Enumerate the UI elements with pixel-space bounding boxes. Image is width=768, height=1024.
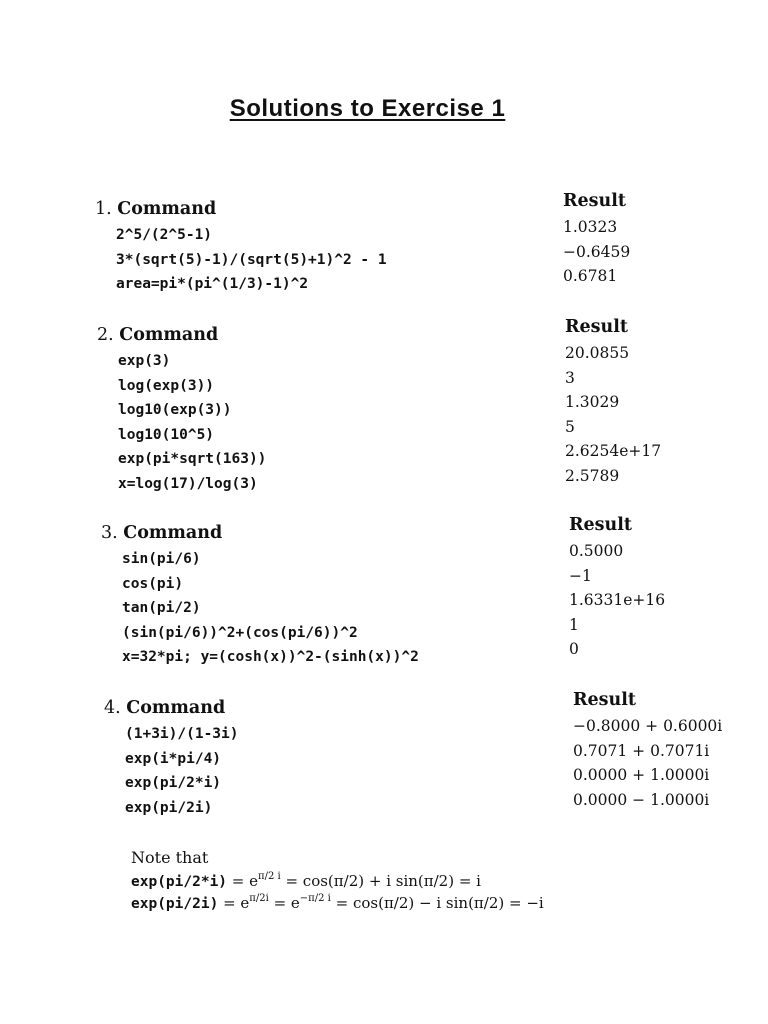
problem-number: 4. (104, 698, 121, 718)
command-list (116, 223, 387, 297)
command-header-label: Command (126, 698, 226, 718)
command-header (97, 325, 218, 345)
problem-number: 3. (101, 523, 118, 543)
note-equals: = e (227, 872, 259, 890)
result-value: −0.6459 (563, 242, 631, 261)
result-value: 20.0855 (565, 344, 630, 362)
command-line: tan(pi/2) (122, 600, 201, 617)
result-value: 3 (565, 368, 575, 387)
result-value: 2.6254e+17 (565, 442, 662, 461)
command-line: (sin(pi/6))^2+(cos(pi/6))^2 (122, 624, 358, 641)
command-header-label: Command (123, 523, 223, 543)
result-header: Result (573, 690, 636, 710)
command-line: log10(10^5) (118, 426, 215, 443)
command-header (101, 523, 222, 543)
command-header (95, 199, 216, 219)
command-header-label: Command (119, 325, 219, 345)
command-line: sin(pi/6) (122, 551, 201, 567)
note-equals: = e (218, 894, 250, 912)
note-label: Note that (131, 848, 209, 867)
result-value: 1.0323 (563, 218, 618, 236)
command-line: x=log(17)/log(3) (118, 475, 258, 492)
result-list (573, 714, 722, 812)
note-block (131, 846, 544, 914)
command-line: 2^5/(2^5-1) (116, 227, 213, 243)
command-line: exp(pi/2*i) (125, 775, 222, 792)
note-equation-1 (131, 870, 544, 892)
note-command: exp(pi/2*i) (131, 874, 228, 890)
command-line: exp(pi*sqrt(163)) (118, 451, 267, 468)
result-value: 1.6331e+16 (569, 591, 666, 610)
result-value: −1 (569, 566, 592, 585)
note-exponent: π/2 i (258, 871, 281, 882)
result-list (563, 215, 630, 289)
note-expression: = cos(π/2) + i sin(π/2) = i (280, 872, 481, 890)
result-value: 0 (569, 640, 579, 659)
result-list (569, 539, 665, 662)
result-value: 0.7071 + 0.7071i (573, 741, 710, 760)
command-list (118, 349, 266, 497)
command-header (104, 698, 225, 718)
problem-number: 1. (95, 199, 112, 219)
command-line: log10(exp(3)) (118, 402, 232, 419)
result-value: 0.6781 (563, 267, 618, 286)
result-value: 0.0000 + 1.0000i (573, 766, 710, 785)
note-equals: = e (268, 894, 300, 912)
command-line: log(exp(3)) (118, 377, 215, 394)
command-line: area=pi*(pi^(1/3)-1)^2 (116, 276, 309, 293)
note-command: exp(pi/2i) (131, 896, 219, 912)
command-line: exp(3) (118, 353, 171, 369)
result-value: −0.8000 + 0.6000i (573, 717, 723, 735)
command-header-label: Command (117, 199, 217, 219)
note-equation-2 (131, 892, 544, 914)
note-expression: = cos(π/2) − i sin(π/2) = −i (330, 894, 544, 912)
command-line: exp(i*pi/4) (125, 750, 222, 767)
result-value: 0.5000 (569, 542, 624, 560)
result-list (565, 341, 661, 489)
result-value: 0.0000 − 1.0000i (573, 790, 710, 809)
command-list (125, 722, 239, 820)
result-value: 2.5789 (565, 466, 620, 485)
result-value: 5 (565, 417, 575, 436)
command-line: 3*(sqrt(5)-1)/(sqrt(5)+1)^2 - 1 (116, 251, 387, 268)
command-line: (1+3i)/(1-3i) (125, 726, 239, 742)
command-list (122, 547, 419, 670)
command-line: cos(pi) (122, 575, 184, 592)
result-header: Result (563, 191, 626, 211)
note-exponent: −π/2 i (299, 893, 331, 904)
result-header: Result (569, 515, 632, 535)
command-line: exp(pi/2i) (125, 799, 213, 816)
command-line: x=32*pi; y=(cosh(x))^2-(sinh(x))^2 (122, 649, 419, 666)
note-exponent: π/2i (249, 893, 269, 904)
page-title: Solutions to Exercise 1 (229, 95, 506, 122)
result-header: Result (565, 317, 628, 337)
result-value: 1.3029 (565, 393, 620, 412)
problem-number: 2. (97, 325, 114, 345)
result-value: 1 (569, 615, 579, 634)
